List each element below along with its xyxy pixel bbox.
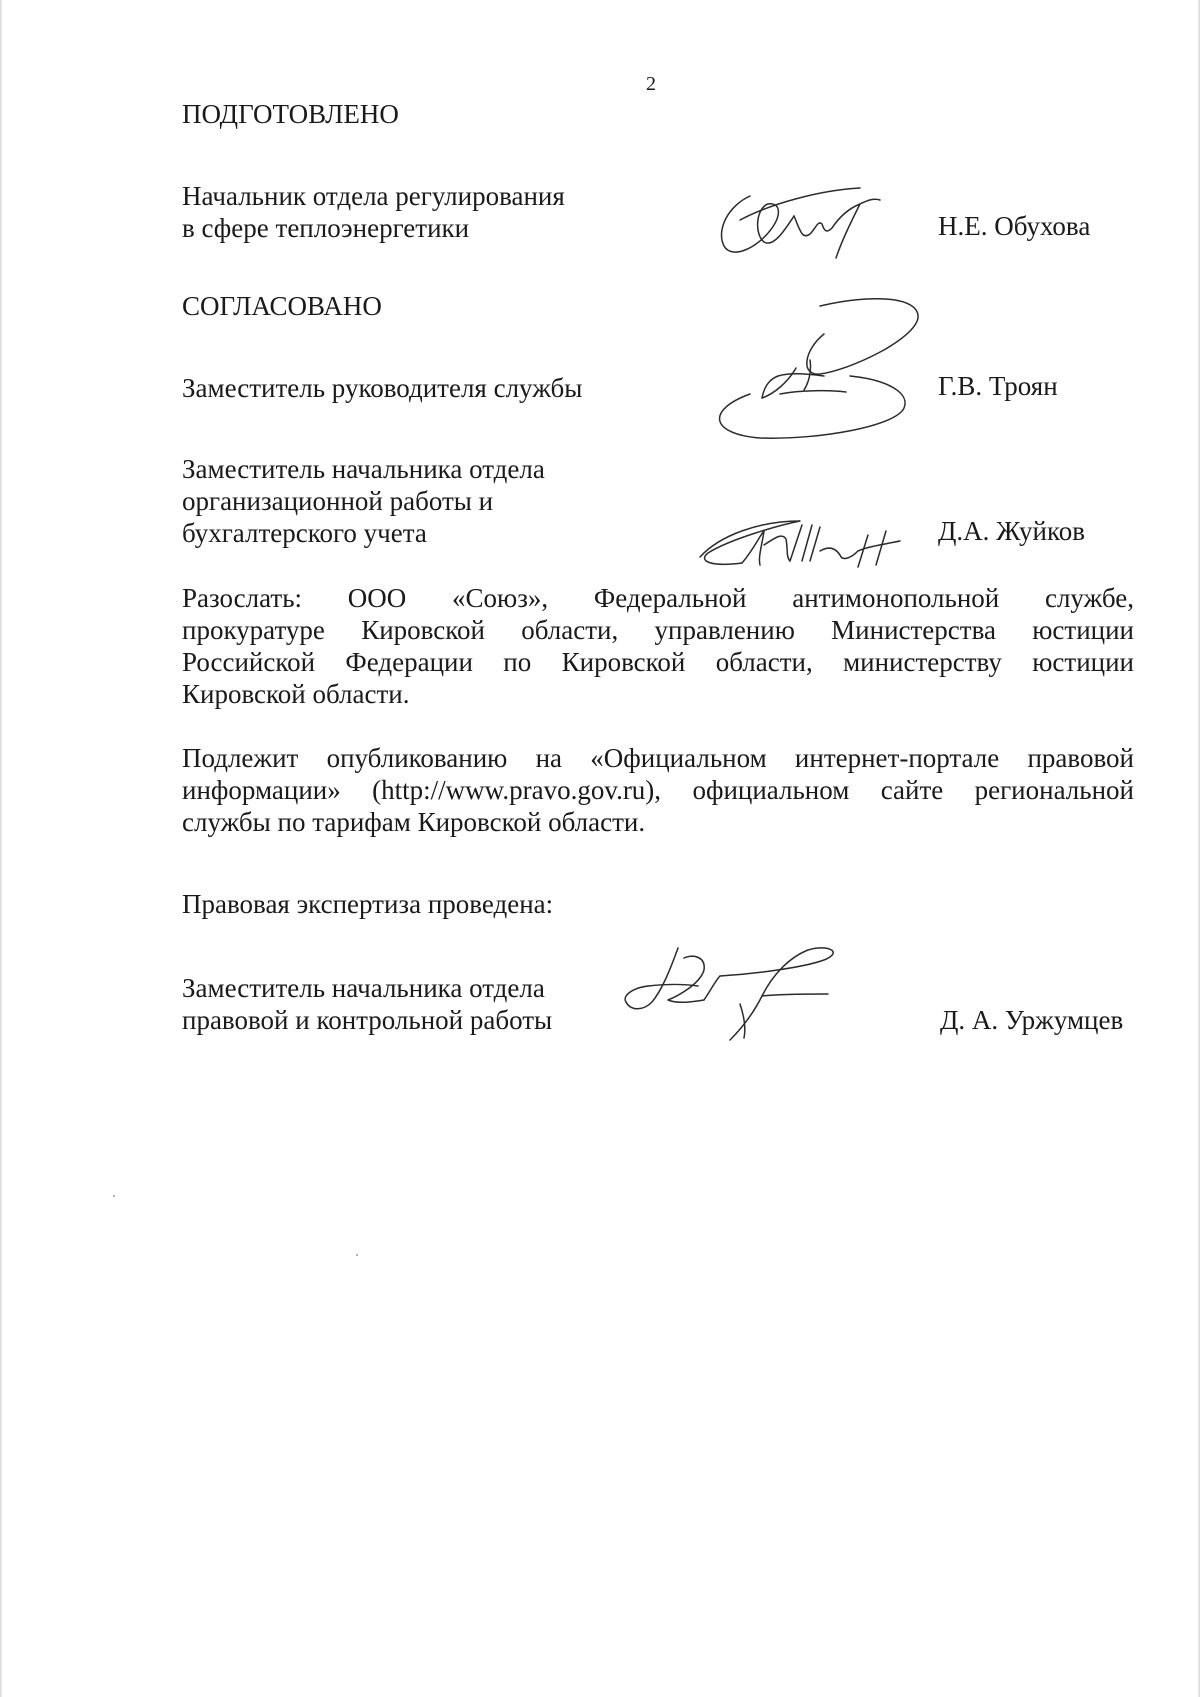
scan-left-edge	[0, 0, 3, 1697]
publication-line: службы по тарифам Кировской области.	[182, 807, 646, 837]
legal-review-position: правовой и контрольной работы	[182, 1005, 553, 1035]
signature-urzhumtsev	[612, 940, 892, 1050]
legal-review-heading: Правовая экспертиза проведена:	[182, 889, 554, 919]
agreed-signer-position: Заместитель руководителя службы	[182, 373, 583, 403]
page-number: 2	[646, 73, 656, 95]
agreed-signer-name: Г.В. Троян	[938, 371, 1058, 401]
signature-zhuikov	[690, 505, 910, 575]
distribution-line: Разослать: ООО «Союз», Федеральной антимонопольной службе,	[182, 583, 1134, 613]
agreed-heading: СОГЛАСОВАНО	[182, 291, 382, 321]
legal-review-signer-name: Д. А. Уржумцев	[940, 1005, 1124, 1035]
scan-speck	[113, 1195, 115, 1197]
distribution-line: прокуратуре Кировской области, управлению Министерства юстиции	[182, 615, 1134, 645]
agreed-signer-position: бухгалтерского учета	[182, 518, 427, 548]
scan-speck	[356, 1254, 358, 1256]
publication-line: Подлежит опубликованию на «Официальном интернет-портале правовой	[182, 743, 1134, 773]
distribution-paragraph	[182, 582, 1134, 710]
distribution-line: Кировской области.	[182, 679, 410, 709]
distribution-line: Российской Федерации по Кировской области, министерству юстиции	[182, 647, 1134, 677]
prepared-signer-name: Н.Е. Обухова	[938, 211, 1091, 241]
publication-line: информации» (http://www.pravo.gov.ru), официальном сайте региональной	[182, 775, 1134, 805]
signature-obukhova	[710, 168, 910, 268]
publication-paragraph	[182, 742, 1134, 838]
agreed-signer-position: Заместитель начальника отдела	[182, 454, 545, 484]
agreed-signer-position: организационной работы и	[182, 486, 494, 516]
prepared-position-line: Начальник отдела регулирования	[182, 181, 565, 211]
agreed-signer-name: Д.А. Жуйков	[938, 516, 1085, 546]
legal-review-position: Заместитель начальника отдела	[182, 973, 545, 1003]
prepared-position-line: в сфере теплоэнергетики	[182, 213, 470, 243]
signature-troyan	[700, 290, 940, 470]
prepared-heading: ПОДГОТОВЛЕНО	[182, 99, 399, 129]
